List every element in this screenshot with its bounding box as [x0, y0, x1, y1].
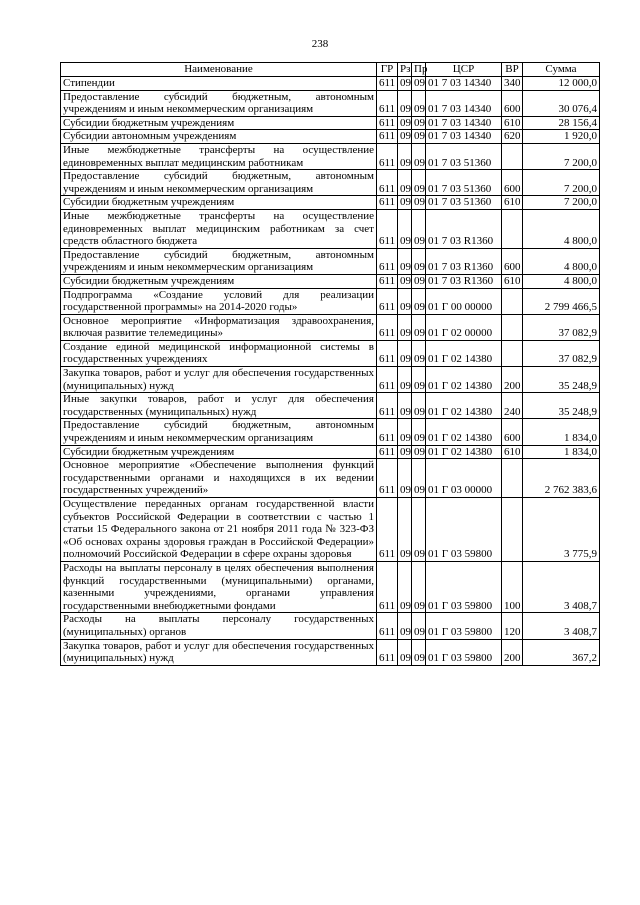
cell-csr: 01 7 03 14340 [426, 77, 502, 91]
header-csr: ЦСР [426, 63, 502, 77]
cell-rz: 09 [398, 77, 412, 91]
cell-csr: 01 Г 00 00000 [426, 288, 502, 314]
cell-pr: 09 [412, 116, 426, 130]
cell-vr: 610 [502, 274, 523, 288]
header-sum: Сумма [523, 63, 600, 77]
table-row [61, 367, 600, 393]
cell-gr: 611 [377, 170, 398, 196]
cell-gr: 611 [377, 613, 398, 639]
cell-csr: 01 7 03 R1360 [426, 274, 502, 288]
cell-sum: 12 000,0 [523, 77, 600, 91]
table-row [61, 209, 600, 248]
cell-csr: 01 Г 02 14380 [426, 419, 502, 445]
cell-rz: 09 [398, 340, 412, 366]
cell-rz: 09 [398, 143, 412, 169]
cell-vr: 200 [502, 367, 523, 393]
cell-csr: 01 7 03 51360 [426, 143, 502, 169]
cell-gr: 611 [377, 561, 398, 612]
cell-sum: 28 156,4 [523, 116, 600, 130]
cell-vr: 600 [502, 170, 523, 196]
cell-sum: 37 082,9 [523, 340, 600, 366]
cell-gr: 611 [377, 274, 398, 288]
table-body [61, 77, 600, 666]
cell-csr: 01 7 03 R1360 [426, 209, 502, 248]
cell-vr: 200 [502, 639, 523, 665]
cell-rz: 09 [398, 419, 412, 445]
cell-name: Иные межбюджетные трансферты на осуществление единовременных выплат медицинским работникам [61, 143, 377, 169]
cell-sum: 1 920,0 [523, 130, 600, 144]
cell-sum: 37 082,9 [523, 314, 600, 340]
cell-sum: 1 834,0 [523, 445, 600, 459]
cell-pr: 09 [412, 613, 426, 639]
cell-name: Предоставление субсидий бюджетным, автономным учреждениям и иным некоммерческим организациям [61, 419, 377, 445]
cell-pr: 09 [412, 314, 426, 340]
table-row [61, 196, 600, 210]
cell-pr: 09 [412, 419, 426, 445]
cell-sum: 4 800,0 [523, 248, 600, 274]
cell-gr: 611 [377, 90, 398, 116]
cell-vr [502, 209, 523, 248]
cell-pr: 09 [412, 170, 426, 196]
cell-pr: 09 [412, 445, 426, 459]
cell-gr: 611 [377, 445, 398, 459]
cell-name: Основное мероприятие «Обеспечение выполнения функций государственными органами и находящихся в их ведении государственных учреждений» [61, 459, 377, 498]
cell-vr: 620 [502, 130, 523, 144]
table-row [61, 498, 600, 562]
cell-name: Основное мероприятие «Информатизация здравоохранения, включая развитие телемедицины» [61, 314, 377, 340]
cell-sum: 367,2 [523, 639, 600, 665]
cell-sum: 4 800,0 [523, 209, 600, 248]
cell-vr: 600 [502, 419, 523, 445]
cell-gr: 611 [377, 340, 398, 366]
table-header [61, 63, 600, 77]
cell-rz: 09 [398, 498, 412, 562]
cell-name: Подпрограмма «Создание условий для реализации государственной программы» на 2014-2020 годы» [61, 288, 377, 314]
table-row [61, 445, 600, 459]
cell-name: Предоставление субсидий бюджетным, автономным учреждениям и иным некоммерческим организациям [61, 170, 377, 196]
cell-name: Субсидии бюджетным учреждениям [61, 196, 377, 210]
table-row [61, 248, 600, 274]
cell-name: Расходы на выплаты персоналу государственных (муниципальных) органов [61, 613, 377, 639]
table-row [61, 639, 600, 665]
cell-pr: 09 [412, 459, 426, 498]
cell-rz: 09 [398, 274, 412, 288]
cell-sum: 7 200,0 [523, 143, 600, 169]
cell-vr: 600 [502, 248, 523, 274]
cell-sum: 7 200,0 [523, 196, 600, 210]
budget-table [60, 62, 600, 666]
cell-sum: 3 408,7 [523, 613, 600, 639]
table-row [61, 314, 600, 340]
cell-pr: 09 [412, 274, 426, 288]
cell-vr [502, 340, 523, 366]
cell-vr [502, 459, 523, 498]
cell-gr: 611 [377, 314, 398, 340]
cell-gr: 611 [377, 393, 398, 419]
cell-vr: 100 [502, 561, 523, 612]
table-row [61, 393, 600, 419]
table-row [61, 170, 600, 196]
cell-name: Субсидии бюджетным учреждениям [61, 116, 377, 130]
cell-gr: 611 [377, 196, 398, 210]
cell-name: Субсидии автономным учреждениям [61, 130, 377, 144]
header-rz: Рз [398, 63, 412, 77]
table-row [61, 459, 600, 498]
cell-name: Иные закупки товаров, работ и услуг для обеспечения государственных (муниципальных) нужд [61, 393, 377, 419]
cell-pr: 09 [412, 248, 426, 274]
table-row [61, 613, 600, 639]
header-vr: ВР [502, 63, 523, 77]
cell-sum: 2 799 466,5 [523, 288, 600, 314]
cell-csr: 01 7 03 51360 [426, 170, 502, 196]
header-name: Наименование [61, 63, 377, 77]
cell-gr: 611 [377, 77, 398, 91]
cell-gr: 611 [377, 498, 398, 562]
cell-csr: 01 7 03 R1360 [426, 248, 502, 274]
cell-rz: 09 [398, 248, 412, 274]
cell-pr: 09 [412, 639, 426, 665]
cell-name: Предоставление субсидий бюджетным, автономным учреждениям и иным некоммерческим организациям [61, 90, 377, 116]
cell-vr: 610 [502, 445, 523, 459]
cell-vr: 120 [502, 613, 523, 639]
cell-pr: 09 [412, 288, 426, 314]
cell-csr: 01 7 03 51360 [426, 196, 502, 210]
cell-vr: 240 [502, 393, 523, 419]
cell-csr: 01 Г 03 59800 [426, 639, 502, 665]
cell-rz: 09 [398, 209, 412, 248]
cell-pr: 09 [412, 209, 426, 248]
cell-pr: 09 [412, 90, 426, 116]
cell-sum: 2 762 383,6 [523, 459, 600, 498]
cell-rz: 09 [398, 116, 412, 130]
cell-name: Осуществление переданных органам государственной власти субъектов Российской Федерации в соответствии с частью 1 статьи 15 Федерального закона от 21 ноября 2011 года № 323-ФЗ «Об основах охраны здоровья граждан в Российской Федерации» полномочий Российской Федерации в сфере охраны здоровья [61, 498, 377, 562]
cell-pr: 09 [412, 340, 426, 366]
table-row [61, 143, 600, 169]
cell-gr: 611 [377, 248, 398, 274]
cell-gr: 611 [377, 639, 398, 665]
cell-name: Субсидии бюджетным учреждениям [61, 274, 377, 288]
table-row [61, 274, 600, 288]
cell-name: Предоставление субсидий бюджетным, автономным учреждениям и иным некоммерческим организациям [61, 248, 377, 274]
cell-gr: 611 [377, 209, 398, 248]
cell-csr: 01 Г 03 59800 [426, 561, 502, 612]
cell-rz: 09 [398, 196, 412, 210]
cell-vr: 340 [502, 77, 523, 91]
table-row [61, 130, 600, 144]
cell-csr: 01 Г 03 59800 [426, 498, 502, 562]
cell-pr: 09 [412, 196, 426, 210]
cell-sum: 3 408,7 [523, 561, 600, 612]
cell-gr: 611 [377, 288, 398, 314]
cell-vr [502, 143, 523, 169]
cell-name: Расходы на выплаты персоналу в целях обеспечения выполнения функций государственными (муниципальными) органами, казенными учреждениями, органами управления государственными внебюджетными фондами [61, 561, 377, 612]
cell-sum: 7 200,0 [523, 170, 600, 196]
cell-csr: 01 Г 02 14380 [426, 367, 502, 393]
cell-rz: 09 [398, 130, 412, 144]
table-row [61, 77, 600, 91]
cell-vr: 610 [502, 196, 523, 210]
cell-gr: 611 [377, 116, 398, 130]
cell-csr: 01 7 03 14340 [426, 116, 502, 130]
table-row [61, 561, 600, 612]
cell-csr: 01 7 03 14340 [426, 90, 502, 116]
cell-pr: 09 [412, 143, 426, 169]
page-number: 238 [311, 38, 329, 50]
cell-rz: 09 [398, 367, 412, 393]
cell-vr [502, 498, 523, 562]
cell-vr: 600 [502, 90, 523, 116]
header-row [61, 63, 600, 77]
header-gr: ГР [377, 63, 398, 77]
cell-gr: 611 [377, 459, 398, 498]
cell-csr: 01 Г 02 14380 [426, 445, 502, 459]
cell-pr: 09 [412, 367, 426, 393]
cell-csr: 01 Г 02 00000 [426, 314, 502, 340]
cell-rz: 09 [398, 561, 412, 612]
cell-csr: 01 Г 03 00000 [426, 459, 502, 498]
header-pr: Пр [412, 63, 426, 77]
table-row [61, 419, 600, 445]
cell-pr: 09 [412, 77, 426, 91]
cell-name: Иные межбюджетные трансферты на осуществление единовременных выплат медицинским работникам за счет средств областного бюджета [61, 209, 377, 248]
cell-sum: 1 834,0 [523, 419, 600, 445]
cell-name: Создание единой медицинской информационной системы в государственных учреждениях [61, 340, 377, 366]
table-row [61, 90, 600, 116]
cell-rz: 09 [398, 314, 412, 340]
cell-sum: 3 775,9 [523, 498, 600, 562]
cell-rz: 09 [398, 393, 412, 419]
cell-rz: 09 [398, 288, 412, 314]
cell-name: Стипендии [61, 77, 377, 91]
cell-name: Закупка товаров, работ и услуг для обеспечения государственных (муниципальных) нужд [61, 367, 377, 393]
cell-csr: 01 Г 02 14380 [426, 393, 502, 419]
cell-sum: 35 248,9 [523, 393, 600, 419]
table-row [61, 288, 600, 314]
cell-name: Закупка товаров, работ и услуг для обеспечения государственных (муниципальных) нужд [61, 639, 377, 665]
cell-rz: 09 [398, 613, 412, 639]
cell-vr [502, 288, 523, 314]
cell-rz: 09 [398, 459, 412, 498]
cell-gr: 611 [377, 143, 398, 169]
cell-gr: 611 [377, 130, 398, 144]
cell-gr: 611 [377, 419, 398, 445]
table-row [61, 340, 600, 366]
cell-rz: 09 [398, 445, 412, 459]
cell-pr: 09 [412, 130, 426, 144]
cell-sum: 30 076,4 [523, 90, 600, 116]
cell-rz: 09 [398, 90, 412, 116]
cell-sum: 35 248,9 [523, 367, 600, 393]
cell-csr: 01 Г 02 14380 [426, 340, 502, 366]
cell-csr: 01 Г 03 59800 [426, 613, 502, 639]
cell-vr [502, 314, 523, 340]
cell-pr: 09 [412, 498, 426, 562]
cell-rz: 09 [398, 170, 412, 196]
cell-csr: 01 7 03 14340 [426, 130, 502, 144]
table-row [61, 116, 600, 130]
cell-pr: 09 [412, 393, 426, 419]
cell-pr: 09 [412, 561, 426, 612]
cell-vr: 610 [502, 116, 523, 130]
cell-sum: 4 800,0 [523, 274, 600, 288]
cell-name: Субсидии бюджетным учреждениям [61, 445, 377, 459]
cell-rz: 09 [398, 639, 412, 665]
cell-gr: 611 [377, 367, 398, 393]
